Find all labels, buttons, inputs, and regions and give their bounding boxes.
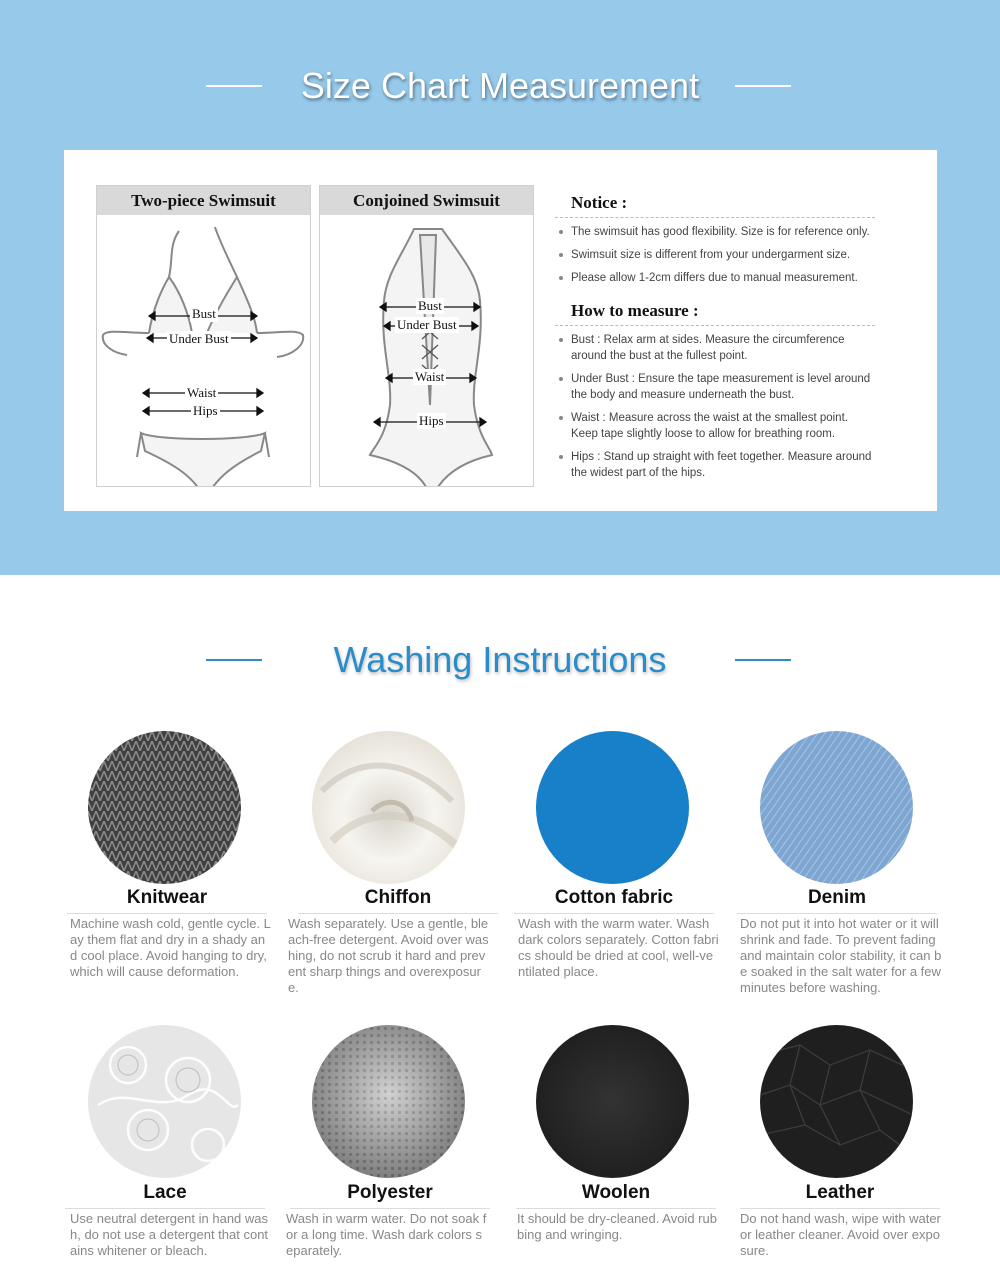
size-chart-panel [64, 150, 937, 511]
fabric-desc-polyester: Wash in warm water. Do not soak for a long time. Wash dark colors separately. [286, 1211, 487, 1258]
fabric-name-chiffon: Chiffon [298, 887, 498, 914]
bust-label: Bust [418, 298, 442, 313]
fabric-desc-cotton-fabric: Wash with the warm water. Wash dark colors separately. Cotton fabrics should be dried at cool, well-ventilated place. [518, 916, 719, 979]
size-chart-section [0, 0, 1000, 575]
fabric-name-cotton-fabric: Cotton fabric [514, 887, 714, 914]
washing-title: Washing Instructions [333, 639, 667, 680]
leather-swatch [760, 1025, 913, 1178]
measure-item-hips: Hips : Stand up straight with feet together. Measure around the widest part of the hips. [571, 449, 875, 481]
hips-label: Hips [193, 403, 218, 418]
chiffon-swatch [312, 731, 465, 884]
notice-list [555, 224, 875, 286]
under-bust-label: Under Bust [169, 331, 229, 346]
two-piece-swimsuit-title: Two-piece Swimsuit [97, 186, 310, 215]
title-divider-right [735, 85, 791, 87]
conjoined-swimsuit-title: Conjoined Swimsuit [320, 186, 533, 215]
measure-item-bust: Bust : Relax arm at sides. Measure the circumference around the bust at the fullest point. [571, 332, 875, 364]
notice-panel [555, 190, 875, 488]
measure-item-waist: Waist : Measure across the waist at the smallest point. Keep tape slightly loose to allow for breathing room. [571, 410, 875, 442]
fabric-name-knitwear: Knitwear [67, 887, 267, 914]
cotton-fabric-swatch [536, 731, 689, 884]
notice-heading: Notice : [555, 190, 875, 218]
fabric-desc-denim: Do not put it into hot water or it will shrink and fade. To prevent fading and maintain color stability, it can be soaked in the salt water for a few minutes before washing. [740, 916, 942, 995]
knitwear-swatch [88, 731, 241, 884]
under-bust-label: Under Bust [397, 317, 457, 332]
notice-item: Please allow 1-2cm differs due to manual measurement. [571, 270, 875, 286]
waist-label: Waist [187, 385, 217, 400]
fabric-name-leather: Leather [740, 1182, 940, 1209]
conjoined-swimsuit-card [319, 185, 534, 487]
fabric-desc-knitwear: Machine wash cold, gentle cycle. Lay them flat and dry in a shady and cool place. Avoid hanging to dry, which will cause deformation. [70, 916, 271, 979]
fabric-name-woolen: Woolen [516, 1182, 716, 1209]
title-divider-right [735, 659, 791, 661]
two-piece-swimsuit-card [96, 185, 311, 487]
how-to-measure-heading: How to measure : [555, 298, 875, 326]
notice-item: Swimsuit size is different from your undergarment size. [571, 247, 875, 263]
polyester-swatch [312, 1025, 465, 1178]
washing-title-row [0, 630, 1000, 690]
fabric-name-lace: Lace [65, 1182, 265, 1209]
bust-label: Bust [192, 306, 216, 321]
fabric-desc-chiffon: Wash separately. Use a gentle, bleach-free detergent. Avoid over washing, do not scrub it hard and prevent sharp things and overexposure. [288, 916, 489, 995]
measure-item-under-bust: Under Bust : Ensure the tape measurement is level around the body and measure underneath the bust. [571, 371, 875, 403]
how-to-measure-list [555, 332, 875, 481]
bikini-diagram [97, 215, 310, 486]
fabric-name-polyester: Polyester [290, 1182, 490, 1209]
hips-label: Hips [419, 413, 444, 428]
fabric-desc-lace: Use neutral detergent in hand wash, do not use a detergent that contains whitener or bleach. [70, 1211, 269, 1258]
fabric-name-denim: Denim [737, 887, 937, 914]
fabric-desc-leather: Do not hand wash, wipe with water or leather cleaner. Avoid over exposure. [740, 1211, 941, 1258]
lace-swatch [88, 1025, 241, 1178]
notice-item: The swimsuit has good flexibility. Size is for reference only. [571, 224, 875, 240]
size-chart-title: Size Chart Measurement [300, 65, 700, 106]
size-chart-title-row [0, 56, 1000, 116]
one-piece-diagram [320, 215, 533, 486]
woolen-swatch [536, 1025, 689, 1178]
denim-swatch [760, 731, 913, 884]
fabric-desc-woolen: It should be dry-cleaned. Avoid rubbing and wringing. [517, 1211, 717, 1242]
waist-label: Waist [415, 369, 445, 384]
